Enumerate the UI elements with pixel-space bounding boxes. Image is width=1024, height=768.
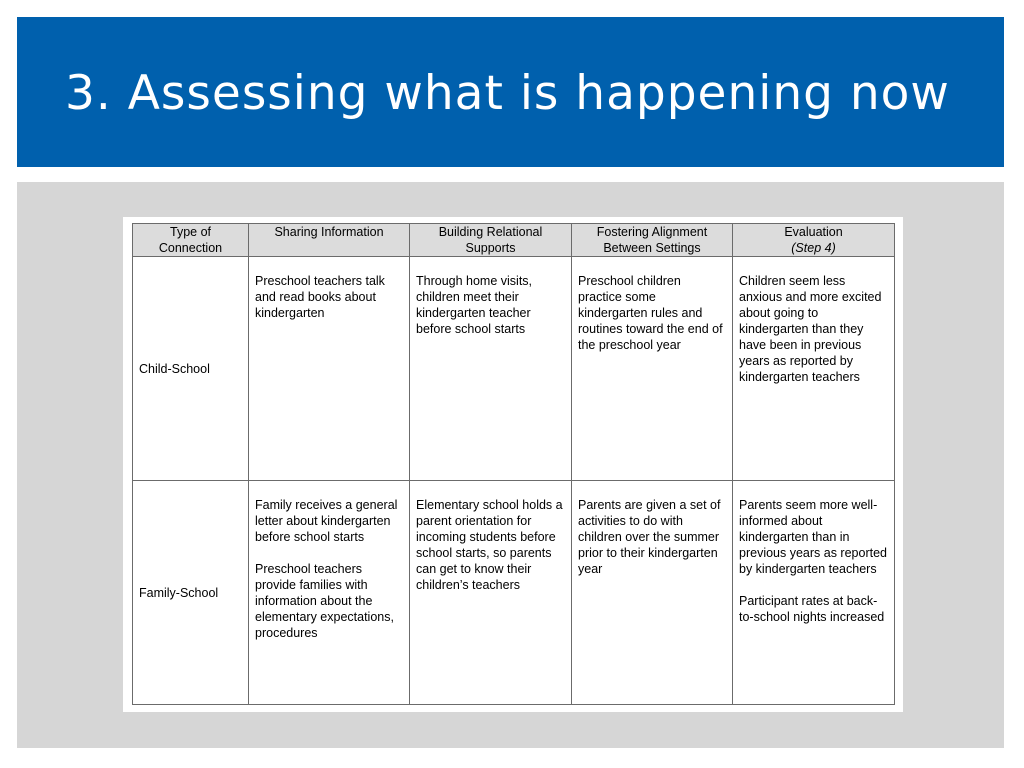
cell-connection-type: Family-School	[133, 481, 249, 705]
cell-sharing-information	[249, 481, 410, 705]
cell-building-relational-supports	[410, 257, 572, 481]
header-evaluation-step: (Step 4)	[791, 241, 836, 255]
table-card	[123, 217, 903, 712]
header-row	[133, 224, 895, 257]
content-panel	[17, 182, 1004, 748]
cell-connection-type: Child-School	[133, 257, 249, 481]
header-fostering-line1: Fostering Alignment	[596, 225, 708, 239]
slide-title: 3. Assessing what is happening now	[65, 66, 950, 121]
cell-paragraph: Through home visits, children meet their kindergarten teacher before school starts	[416, 274, 533, 336]
title-bar	[17, 17, 1004, 167]
cell-fostering-alignment	[572, 481, 733, 705]
header-evaluation-label: Evaluation	[784, 225, 843, 239]
cell-evaluation	[733, 257, 895, 481]
cell-building-relational-supports	[410, 481, 572, 705]
cell-paragraph: Children seem less anxious and more excited about going to kindergarten than they have been in previous years as reported by kindergarten teachers	[739, 274, 882, 384]
cell-paragraph: Preschool children practice some kindergarten rules and routines toward the end of the preschool year	[578, 274, 723, 352]
cell-paragraph: Parents are given a set of activities to do with children over the summer prior to their kindergarten year	[578, 498, 721, 576]
cell-paragraph: Preschool teachers talk and read books about kindergarten	[255, 274, 385, 320]
cell-paragraph: Family receives a general letter about kindergarten before school starts	[255, 498, 398, 544]
cell-paragraph: Elementary school holds a parent orientation for incoming students before school starts, so parents can get to know their children’s teachers	[416, 498, 563, 592]
cell-evaluation	[733, 481, 895, 705]
header-building-line2: Supports	[465, 241, 516, 255]
header-type-line2: Connection	[158, 241, 223, 255]
cell-sharing-information	[249, 257, 410, 481]
cell-paragraph: Participant rates at back-to-school nights increased	[739, 594, 885, 624]
header-building-relational-supports	[410, 224, 572, 257]
cell-paragraph: Preschool teachers provide families with information about the elementary expectations, procedures	[255, 562, 394, 640]
cell-fostering-alignment	[572, 257, 733, 481]
transition-table	[132, 223, 895, 705]
header-fostering-line2: Between Settings	[603, 241, 701, 255]
header-fostering-alignment	[572, 224, 733, 257]
header-evaluation	[733, 224, 895, 257]
table-row-child-school	[133, 257, 895, 481]
header-type-line1: Type of	[170, 225, 211, 239]
table-row-family-school	[133, 481, 895, 705]
header-building-line1: Building Relational	[438, 225, 543, 239]
header-type-of-connection	[133, 224, 249, 257]
header-sharing-information: Sharing Information	[249, 224, 410, 257]
cell-paragraph: Parents seem more well-informed about kindergarten than in previous years as reported by kindergarten teachers	[739, 498, 887, 576]
